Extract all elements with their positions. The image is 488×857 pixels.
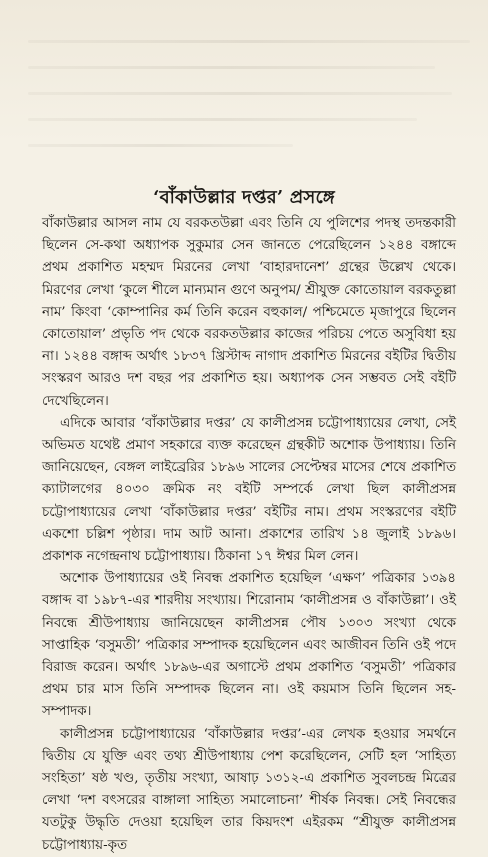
paragraph: কালীপ্রসন্ন চট্টোপাধ্যায়ের ‘বাঁকাউল্লার দপ্তর’-এর লেখক হওয়ার সমর্থনে দ্বিতীয় যে যুক্তি এবং তথ্য শ্রীউপাধ্যায় পেশ করেছিলেন, সেটি হল ‘সাহিত্য সংহিতা’ ষষ্ঠ খণ্ড, তৃতীয় সংখ্যা, আষাঢ় ১৩১২-এ প্রকাশিত সুবলচন্দ্র মিত্রের লেখা ‘দশ বৎসরের বাঙ্গালা সাহিত্য সমালোচনা’ শীর্ষক নিবন্ধ। সেই নিবন্ধের যতটুকু উদ্ধৃতি দেওয়া হয়েছিল তার কিয়দংশ এইরকম “শ্রীযুক্ত কালীপ্রসন্ন চট্টোপাধ্যায়-কৃত (42, 726, 456, 853)
bleed-through-text (28, 40, 470, 180)
body-text (42, 213, 456, 857)
paragraph: অশোক উপাধ্যায়ের ওই নিবন্ধ প্রকাশিত হয়েছিল ‘এক্ষণ’ পত্রিকার ১৩৯৪ বঙ্গাব্দ বা ১৯৮৭-এর শারদীয় সংখ্যায়। শিরোনাম ‘কালীপ্রসন্ন ও বাঁকাউল্লা’। ওই নিবন্ধে শ্রীউপাধ্যায় জানিয়েছেন কালীপ্রসন্ন পৌষ ১৩০৩ সংখ্যা থেকে সাপ্তাহিক ‘বসুমতী’ পত্রিকার সম্পাদক হয়েছিলেন এবং আজীবন তিনি ওই পদে বিরাজ করেন। অর্থাৎ ১৮৯৬-এর অগাস্টে প্রথম প্রকাশিত ‘বসুমতী’ পত্রিকার প্রথম চার মাস তিনি সম্পাদক ছিলেন না। ওই কয়মাস তিনি ছিলেন সহ-সম্পাদক। (42, 571, 456, 720)
chapter-heading: ‘বাঁকাউল্লার দপ্তর’ প্রসঙ্গে (153, 187, 335, 208)
paragraph: এদিকে আবার ‘বাঁকাউল্লার দপ্তর’ যে কালীপ্রসন্ন চট্টোপাধ্যায়ের লেখা, সেই অভিমত যথেষ্ট প্রমাণ সহকারে ব্যক্ত করেছেন গ্রন্থকীট অশোক উপাধ্যায়। তিনি জানিয়েছেন, বেঙ্গল লাইব্রেরির ১৮৯৬ সালের সেপ্টেম্বর মাসের শেষে প্রকাশিত ক্যাটালগের ৪০৩০ ক্রমিক নং বইটি সম্পর্কে লেখা ছিল কালীপ্রসন্ন চট্টোপাধ্যায়ের লেখা ‘বাঁকাউল্লার দপ্তর’ বইটির নাম। প্রথম সংস্করণের বইটি একশো চল্লিশ পৃষ্ঠার। দাম আট আনা। প্রকাশের তারিখ ১৪ জুলাই ১৮৯৬। প্রকাশক নগেন্দ্রনাথ চট্টোপাধ্যায়। ঠিকানা ১৭ ঈশ্বর মিল লেন। (42, 415, 456, 565)
paragraph: বাঁকাউল্লার আসল নাম যে বরকতউল্লা এবং তিনি যে পুলিশের পদস্থ তদন্তকারী ছিলেন সে-কথা অধ্যাপক সুকুমার সেন জানতে পেরেছিলেন ১২৪৪ বঙ্গাব্দে প্রথম প্রকাশিত মহম্মদ মিরনের লেখা ‘বাহারদানেশ’ গ্রন্থের উল্লেখ থেকে। মিরণের লেখা ‘কুলে শীলে মান্যমান গুণে অনুপম/ শ্রীযুক্ত কোতোয়াল বরকতুল্লা নাম’ কিংবা ‘কোম্পানির কর্ম তিনি করেন বহুকাল/ পশ্চিমেতে মৃজাপুরে ছিলেন কোতোয়াল’ প্রভৃতি পদ থেকে বরকতউল্লার কাজের পরিচয় পেতে অসুবিধা হয় না। ১২৪৪ বঙ্গাব্দ অর্থাৎ ১৮৩৭ খ্রিস্টাব্দ নাগাদ প্রকাশিত মিরনের বইটির দ্বিতীয় সংস্করণ আরও দশ বছর পর প্রকাশিত হয়। অধ্যাপক সেন সম্ভবত সেই বইটি দেখেছিলেন। (42, 216, 456, 409)
